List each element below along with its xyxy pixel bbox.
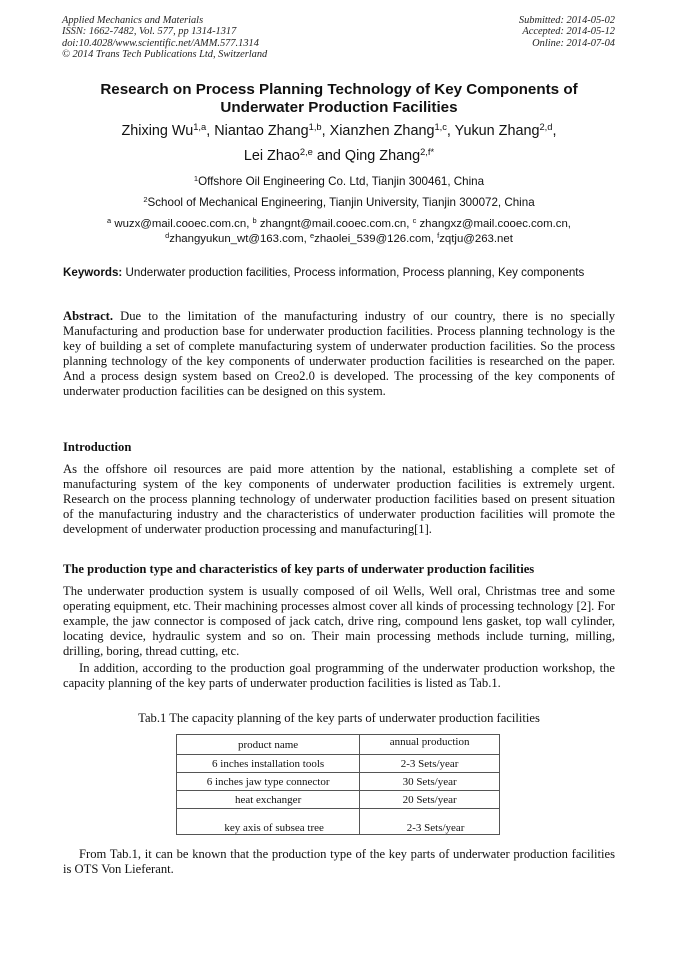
accepted-date: Accepted: 2014-05-12 xyxy=(522,26,615,38)
email-mark: b xyxy=(252,215,257,225)
table-header-annual-production: annual production xyxy=(360,735,500,755)
section-heading-production-type: The production type and characteristics of key parts of underwater production facilities xyxy=(63,562,535,576)
email-link[interactable]: zhangnt@mail.cooec.com.cn xyxy=(256,218,407,230)
email-mark: f xyxy=(437,230,440,240)
affiliation-text: Offshore Oil Engineering Co. Ltd, Tianjin 300461, China xyxy=(198,175,485,188)
email-link[interactable]: zqtju@263.net xyxy=(439,232,513,245)
journal-doi: doi:10.4028/www.scientific.net/AMM.577.1314 xyxy=(62,37,259,49)
table-row xyxy=(177,773,500,791)
table-cell-product: 6 inches jaw type connector xyxy=(177,773,360,791)
production-type-paragraph-1: The underwater production system is usually composed of oil Wells, Well oral, Christmas tree and some operating equipment, etc. Their machining processes almost cover all kinds of processing technology [2]. For example, the jaw connector is composed of jack catch, drive ring, compound lens gasket, top wall cylinder, locating device, hydraulic system and so on. Their main processing methods include turning, milling, drilling, boring, thread cutting, etc. xyxy=(63,584,615,659)
table-caption: Tab.1 The capacity planning of the key parts of underwater production facilities xyxy=(138,711,540,725)
author-affiliation-mark: 2,e xyxy=(299,146,313,157)
email-link[interactable]: wuzx@mail.cooec.com.cn xyxy=(111,218,247,230)
journal-issn: ISSN: 1662-7482, Vol. 577, pp 1314-1317 xyxy=(62,26,237,38)
author-separator: , xyxy=(552,123,557,139)
online-date: Online: 2014-07-04 xyxy=(532,37,615,49)
author-affiliation-mark: 1,a xyxy=(193,121,207,132)
author-name: Qing Zhang xyxy=(344,148,421,164)
email-link[interactable]: zhaolei_539@126.com xyxy=(314,232,431,245)
table-cell-product: heat exchanger xyxy=(177,791,360,809)
keywords xyxy=(63,266,615,280)
email-line-1: $^a$ wuzx@mail.cooec.com.cn, $^b$ zhangnt@mail.cooec.com.cn, $^c$ zhangxz@mail.cooec.com.cn, xyxy=(107,215,571,230)
abstract xyxy=(63,309,615,400)
author-affiliation-mark: 2,d xyxy=(539,121,553,132)
author-affiliation-mark: 2,f* xyxy=(420,146,435,157)
author-affiliation-mark: 1,b xyxy=(308,121,322,132)
closing-paragraph: From Tab.1, it can be known that the production type of the key parts of underwater production facilities is OTS Von Lieferant. xyxy=(63,847,615,877)
table-cell-production: 20 Sets/year xyxy=(360,791,500,809)
journal-info xyxy=(62,15,267,61)
author-emails xyxy=(40,217,638,246)
email-mark: d xyxy=(165,230,170,240)
author-list xyxy=(40,119,638,169)
affiliation-mark: 2 xyxy=(143,194,148,204)
title-line-2: Underwater Production Facilities xyxy=(220,99,458,116)
author-name: Xianzhen Zhang xyxy=(329,123,435,139)
introduction-paragraph: As the offshore oil resources are paid more attention by the national, establishing a complete set of manufacturing system of the key components of underwater production facilities is extremely urgent. Research on the process planning technology of underwater production facilities based on present situation of the manufacturing industry and the characteristics of underwater production facilities will promote the development of underwater production processing and manufacturing[1]. xyxy=(63,462,615,537)
title-line-1: Research on Process Planning Technology of Key Components of xyxy=(100,81,578,98)
email-line-2: $^d$zhangyukun_wt@163.com, $^e$zhaolei_539@126.com, $^f$zqtju@263.net xyxy=(165,230,513,245)
abstract-label: Abstract. xyxy=(63,309,114,323)
abstract-text: Due to the limitation of the manufacturing industry of our country, there is no specially Manufacturing and production base for underwater production facilities. Process planning technology is the key of building a set of complete manufacturing system of underwater production facilities. So the process planning technology of the key components of underwater production facilities is researched on the paper. And a process design system based on Creo2.0 is developed. The processing of the key components of underwater production facilities can be designed on this system. xyxy=(63,309,615,399)
author-name: Niantao Zhang xyxy=(214,123,309,139)
submission-dates xyxy=(519,15,615,49)
affiliation-text: School of Mechanical Engineering, Tianjin University, Tianjin 300072, China xyxy=(147,196,535,209)
affiliation-2 xyxy=(40,196,638,210)
keywords-text: Underwater production facilities, Process information, Process planning, Key components xyxy=(122,266,585,279)
table-cell-product: 6 inches installation tools xyxy=(177,755,360,773)
table-row xyxy=(177,791,500,809)
table-cell-production: 2-3 Sets/year xyxy=(360,809,500,835)
table-row xyxy=(177,809,500,835)
author-name: Zhixing Wu xyxy=(121,123,194,139)
affiliation-mark: 1 xyxy=(193,173,199,183)
author-affiliation-mark: 1,c xyxy=(434,121,447,132)
journal-name: Applied Mechanics and Materials xyxy=(62,15,204,26)
production-type-paragraph-2: In addition, according to the production goal programming of the underwater production workshop, the capacity planning of the key parts of underwater production facilities is listed as Tab.1. xyxy=(63,661,615,691)
author-separator: , xyxy=(321,123,330,139)
section-heading-introduction: Introduction xyxy=(63,440,132,454)
email-mark: a xyxy=(107,215,112,225)
table-cell-production: 30 Sets/year xyxy=(360,773,500,791)
paper-title xyxy=(40,81,638,117)
author-name: Lei Zhao xyxy=(243,148,300,164)
email-mark: e xyxy=(310,230,315,240)
submitted-date: Submitted: 2014-05-02 xyxy=(518,15,615,26)
table-cell-production: 2-3 Sets/year xyxy=(360,755,500,773)
author-name: Yukun Zhang xyxy=(454,123,540,139)
author-line-1 xyxy=(40,119,638,144)
author-line-2 xyxy=(40,144,638,169)
email-link[interactable]: zhangyukun_wt@163.com xyxy=(169,232,304,245)
table-cell-product: key axis of subsea tree xyxy=(177,809,360,835)
email-link[interactable]: zhangxz@mail.cooec.com.cn xyxy=(416,218,568,230)
email-mark: c xyxy=(412,215,417,225)
table-header-product-name: product name xyxy=(177,735,360,755)
keywords-label: Keywords: xyxy=(63,266,123,279)
affiliation-1 xyxy=(40,175,638,189)
table-header-row xyxy=(177,735,500,755)
table-row xyxy=(177,755,500,773)
author-separator: , xyxy=(206,123,215,139)
author-separator: , xyxy=(446,123,455,139)
author-separator: and xyxy=(312,148,345,164)
journal-copyright: © 2014 Trans Tech Publications Ltd, Switzerland xyxy=(62,49,268,61)
capacity-table xyxy=(176,734,500,835)
